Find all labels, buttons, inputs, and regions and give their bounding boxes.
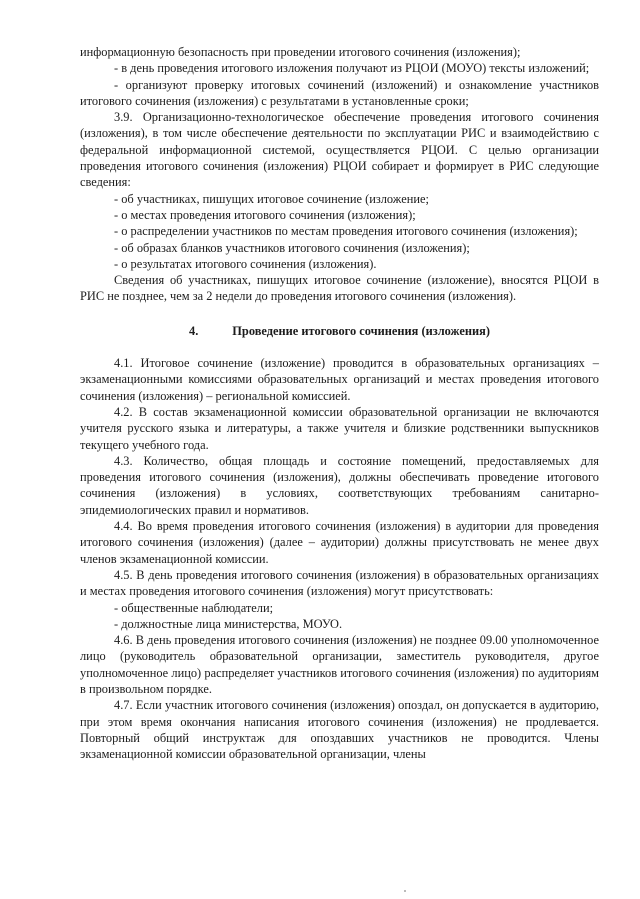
list-item: - об участниках, пишущих итоговое сочинение (изложение; (114, 191, 429, 206)
paragraph-4-7: 4.7. Если участник итогового сочинения (изложения) опоздал, он допускается в аудиторию, при этом время окончания написания итогового сочинения (изложения) не продлевается. Повторный общий инструктаж для опоздавших участников не проводится. Члены экзаменационной комиссии образовательной организации, члены (80, 698, 599, 762)
paragraph-continuation: информационную безопасность при проведении итогового сочинения (изложения); (80, 45, 521, 59)
scan-speck (404, 890, 406, 892)
paragraph-4-3: 4.3. Количество, общая площадь и состояние помещений, предоставляемых для проведения итогового сочинения (изложения), должны обеспечивать проведение итогового сочинения (изложения) в условиях, соответствующих требованиям санитарно-эпидемиологических правил и нормативов. (80, 453, 599, 517)
list-item: - организуют проверку итоговых сочинений (изложений) и ознакомление участников итогового сочинения (изложения) с результатами в установленные сроки; (80, 77, 599, 108)
paragraph-3-9: 3.9. Организационно-технологическое обеспечение проведения итогового сочинения (изложения), в том числе обеспечение деятельности по эксплуатации РИС и взаимодействию с федеральной информационной системой, осуществляется РЦОИ. С целью организации проведения итогового сочинения (изложения) РЦОИ собирает и формирует в РИС следующие сведения: (80, 110, 599, 190)
list-item: - о распределении участников по местам проведения итогового сочинения (изложения); (114, 224, 578, 239)
list-item: - общественные наблюдатели; (114, 600, 274, 615)
paragraph-4-6: 4.6. В день проведения итогового сочинения (изложения) не позднее 09.00 уполномоченное лицо (руководитель образовательной организации, заместитель руководителя, другое уполномоченное лицо) распределяет участников итогового сочинения (изложения) по аудиториям в произвольном порядке. (80, 633, 599, 696)
section-number: 4. (189, 323, 199, 338)
list-item: - в день проведения итогового изложения получают из РЦОИ (МОУО) тексты изложений; (114, 61, 590, 76)
paragraph-4-1: 4.1. Итоговое сочинение (изложение) проводится в образовательных организациях – экзаменационными комиссиями образовательных организаций и местах проведения итогового сочинения (изложения) – региональной комиссией. (80, 356, 599, 403)
list-item: - о местах проведения итогового сочинения (изложения); (114, 207, 416, 222)
paragraph-4-5: 4.5. В день проведения итогового сочинения (изложения) в образовательных организациях и местах проведения итогового сочинения (изложения) могут присутствовать: (80, 567, 599, 599)
section-title: Проведение итогового сочинения (изложения) (232, 323, 490, 338)
paragraph-3-9-note: Сведения об участниках, пишущих итоговое сочинение (изложение), вносятся РЦОИ в РИС не позднее, чем за 2 недели до проведения итогового сочинения (изложения). (80, 273, 599, 304)
section-heading (80, 323, 599, 339)
list-item: - об образах бланков участников итогового сочинения (изложения); (114, 240, 470, 255)
list-item: - должностные лица министерства, МОУО. (114, 616, 343, 631)
paragraph-4-4: 4.4. Во время проведения итогового сочинения (изложения) в аудитории для проведения итогового сочинения (изложения) (далее – аудитории) должны присутствовать не менее двух членов экзаменационной комиссии. (80, 519, 599, 566)
list-item: - о результатах итогового сочинения (изложения). (114, 256, 377, 271)
document-page (80, 44, 599, 762)
paragraph-4-2: 4.2. В состав экзаменационной комиссии образовательной организации не включаются учителя русского языка и литературы, а также учителя и близкие родственники выпускников текущего учебного года. (80, 404, 599, 452)
